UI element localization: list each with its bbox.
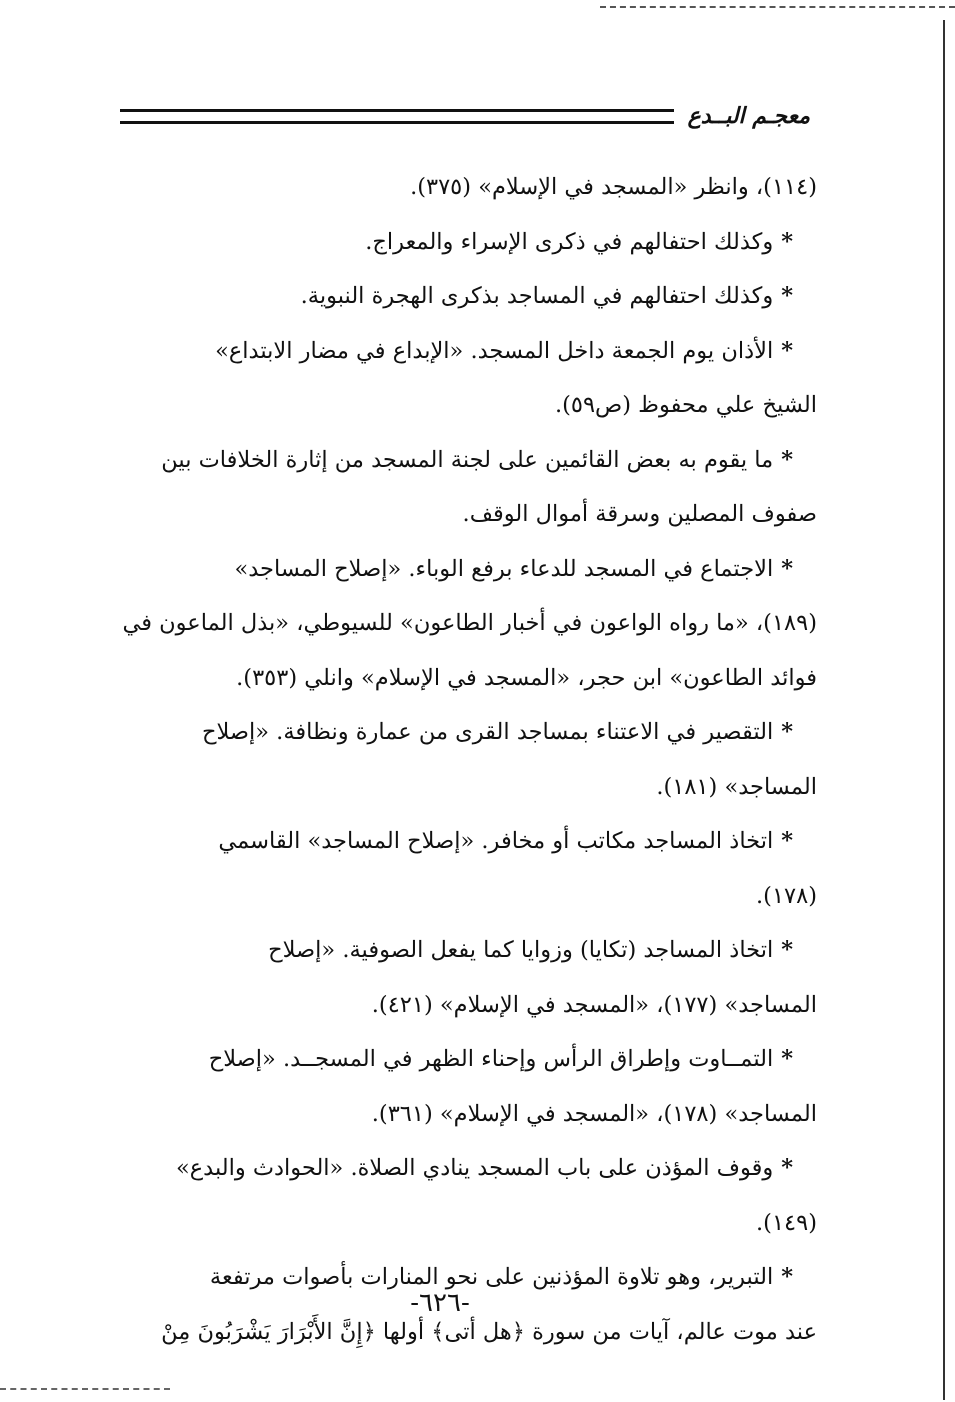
text-line: (١٨٩)، «ما رواه الواعون في أخبار الطاعون» للسيوطي، «بذل الماعون في [122, 610, 817, 636]
list-item: *ما يقوم به بعض القائمين على لجنة المسجد من إثارة الخلافات بين [161, 446, 793, 473]
list-item: *التقصير في الاعتناء بمساجد القرى من عمارة ونظافة. «إصلاح [201, 719, 793, 745]
bullet-icon: * [781, 828, 793, 854]
bullet-icon: * [781, 719, 793, 745]
text-line: فوائد الطاعون» ابن حجر، «المسجد في الإسلام» وانلي (٣٥٣). [236, 664, 817, 691]
bullet-icon: * [781, 937, 793, 963]
list-item: *التمــاوت وإطراق الرأس وإحناء الظهر في المسجــد. «إصلاح [208, 1046, 793, 1072]
text-line: المساجد» (١٨١). [656, 773, 817, 800]
list-item: *التبرير، وهو تلاوة المؤذنين على نحو المنارات بأصوات مرتفعة [209, 1264, 793, 1290]
text-line: المساجد» (١٧٧)، «المسجد في الإسلام» (٤٢١). [371, 991, 817, 1018]
scan-artifact-top [600, 6, 955, 8]
text-line: الشيخ علي محفوظ (ص٥٩). [554, 392, 817, 418]
bullet-icon: * [781, 1155, 793, 1181]
scan-artifact-edge [943, 20, 945, 1400]
text-line: (١١٤)، وانظر «المسجد في الإسلام» (٣٧٥). [410, 174, 817, 200]
header-rule [120, 109, 674, 124]
list-item: *وقوف المؤذن على باب المسجد ينادي الصلاة. «الحوادث والبدع» [175, 1155, 793, 1181]
text-line: (١٤٩). [756, 1209, 817, 1236]
bullet-icon: * [781, 446, 793, 473]
text-line: المساجد» (١٧٨)، «المسجد في الإسلام» (٣٦١). [371, 1100, 817, 1127]
page-number: -٦٢٦- [410, 1288, 470, 1318]
bullet-icon: * [781, 337, 793, 364]
text-line: (١٧٨). [756, 882, 817, 909]
list-item: *اتخاذ المساجد (تكايا) وزوايا كما يفعل الصوفية. «إصلاح [268, 937, 793, 963]
bullet-icon: * [781, 228, 793, 255]
text-line: عند موت عالم، آيات من سورة ﴿هل أتى﴾ أولها ﴿إِنَّ الأَبْرَارَ يَشْرَبُونَ مِنْ [161, 1318, 817, 1345]
bullet-icon: * [781, 1264, 793, 1290]
header-title: معجـم البــدع [687, 103, 810, 129]
page-body [105, 160, 817, 1359]
bullet-icon: * [781, 555, 793, 582]
text-line: صفوف المصلين وسرقة أموال الوقف. [462, 501, 817, 527]
bullet-icon: * [781, 283, 793, 309]
scan-artifact-bottom [0, 1388, 170, 1390]
list-item: *اتخاذ المساجد مكاتب أو مخافر. «إصلاح المساجد» القاسمي [218, 828, 793, 854]
list-item: *وكذلك احتفالهم في ذكرى الإسراء والمعراج. [365, 228, 793, 255]
bullet-icon: * [781, 1046, 793, 1072]
list-item: *الاجتماع في المسجد للدعاء برفع الوباء. «إصلاح المساجد» [234, 555, 793, 582]
list-item: *وكذلك احتفالهم في المساجد بذكرى الهجرة النبوية. [300, 283, 793, 309]
list-item: *الأذان يوم الجمعة داخل المسجد. «الإبداع في مضار الابتداع» [215, 337, 793, 364]
running-header [120, 96, 810, 136]
